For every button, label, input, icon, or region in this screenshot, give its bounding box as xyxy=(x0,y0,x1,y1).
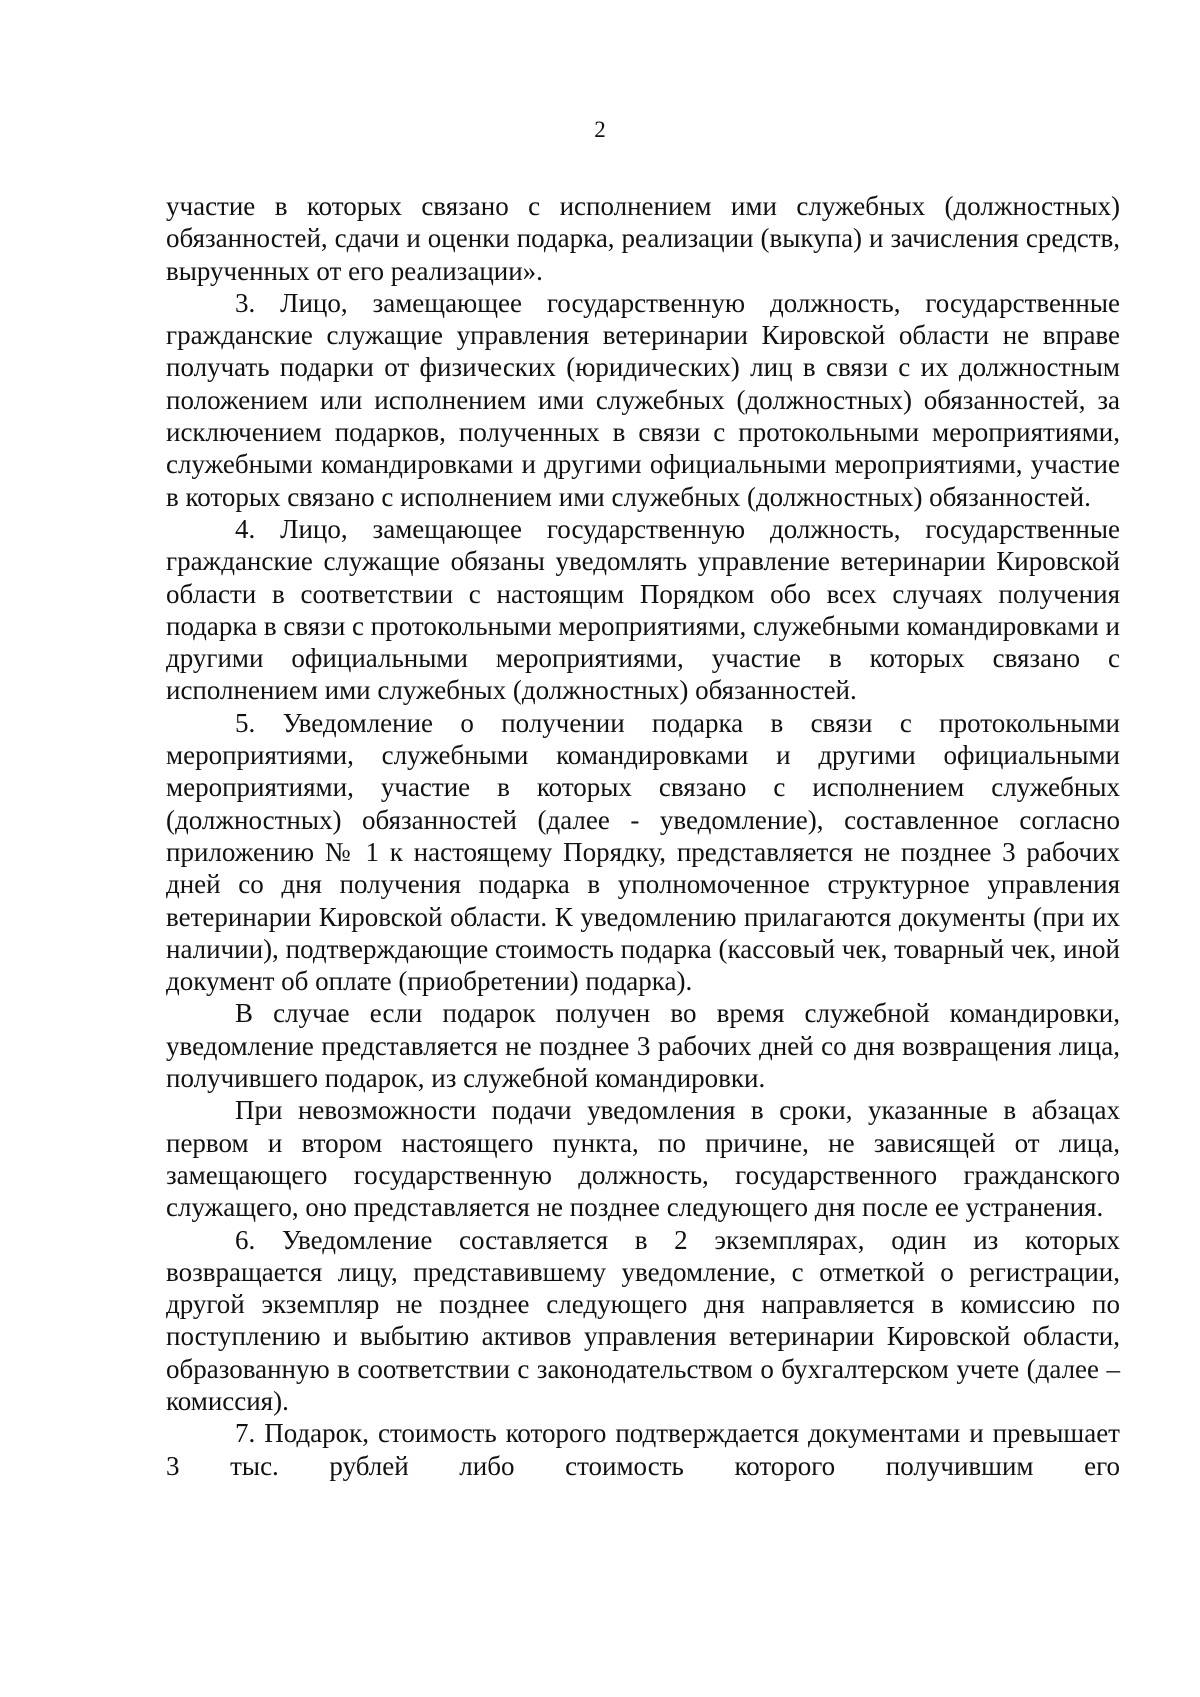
paragraph-continuation: участие в которых связано с исполнением ими служебных (должностных) обязанностей, сдачи и оценки подарка, реализации (выкупа) и зачисления средств, вырученных от его реализации». xyxy=(166,191,1120,286)
document-body xyxy=(166,190,1120,1482)
paragraph-item-4: 4. Лицо, замещающее государственную должность, государственные гражданские служащие обязаны уведомлять управление ветеринарии Кировской области в соответствии с настоящим Порядком обо всех случаях получения подарка в связи с протокольными мероприятиями, служебными командировками и другими официальными мероприятиями, участие в которых связано с исполнением ими служебных (должностных) обязанностей. xyxy=(166,513,1120,706)
paragraph-item-5-business-trip: В случае если подарок получен во время служебной командировки, уведомление представляется не позднее 3 рабочих дней со дня возвращения лица, получившего подарок, из служебной командировки. xyxy=(166,998,1120,1094)
paragraph-item-5: 5. Уведомление о получении подарка в связи с протокольными мероприятиями, служебными командировками и другими официальными мероприятиями, участие в которых связано с исполнением служебных (должностных) обязанностей (далее - уведомление), составленное согласно приложению № 1 к настоящему Порядку, представляется не позднее 3 рабочих дней со дня получения подарка в уполномоченное структурное управления ветеринарии Кировской области. К уведомлению прилагаются документы (при их наличии), подтверждающие стоимость подарка (кассовый чек, товарный чек, иной документ об оплате (приобретении) подарка). xyxy=(166,707,1120,997)
paragraph-item-5-impossibility: При невозможности подачи уведомления в сроки, указанные в абзацах первом и втором настоящего пункта, по причине, не зависящей от лица, замещающего государственную должность, государственного гражданского служащего, оно представляется не позднее следующего дня после ее устранения. xyxy=(166,1095,1120,1223)
paragraph-item-6: 6. Уведомление составляется в 2 экземплярах, один из которых возвращается лицу, представившему уведомление, с отметкой о регистрации, другой экземпляр не позднее следующего дня направляется в комиссию по поступлению и выбытию активов управления ветеринарии Кировской области, образованную в соответствии с законодательством о бухгалтерском учете (далее – комиссия). xyxy=(166,1224,1120,1416)
paragraph-item-3: 3. Лицо, замещающее государственную должность, государственные гражданские служащие управления ветеринарии Кировской области не вправе получать подарки от физических (юридических) лиц в связи с их должностным положением или исполнением ими служебных (должностных) обязанностей, за исключением подарков, полученных в связи с протокольными мероприятиями, служебными командировками и другими официальными мероприятиями, участие в которых связано с исполнением ими служебных (должностных) обязанностей. xyxy=(166,287,1120,512)
paragraph-item-7: 7. Подарок, стоимость которого подтверждается документами и превышает 3 тыс. рублей либо стоимость которого получившим его xyxy=(166,1418,1120,1481)
page-number: 2 xyxy=(594,117,606,142)
